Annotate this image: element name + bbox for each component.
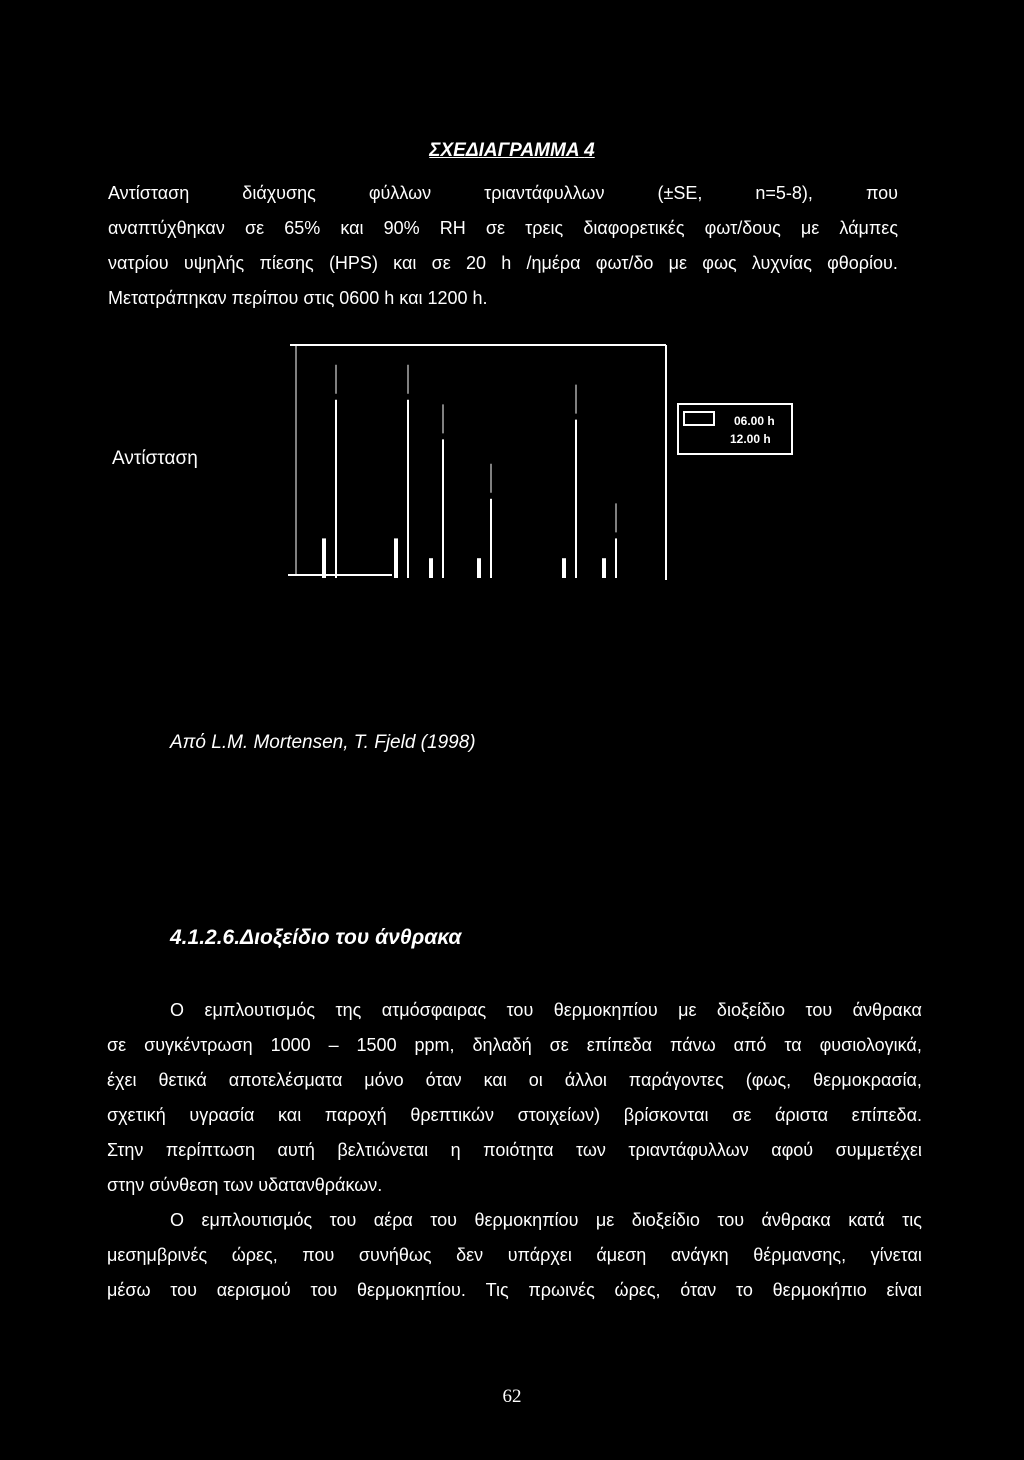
body-word: αφού [771,1140,814,1160]
body-word: του [310,1280,338,1300]
body-word: διοξείδιο [716,1000,786,1020]
body-word: θερμοκρασία, [813,1070,922,1090]
caption-word: διάχυσης [242,183,316,203]
body-word: επίπεδα [586,1035,653,1055]
caption-word: και [340,218,364,238]
paragraph-1-line-1 [107,993,922,1028]
caption-word: υψηλής [183,253,245,273]
body-word: περίπτωση [165,1140,256,1160]
bar-chart [0,0,1024,720]
body-word: του [805,1000,833,1020]
caption-word: 20 [465,253,486,273]
caption-word: διαφορετικές [583,218,685,238]
body-word: δηλαδή [472,1035,532,1055]
body-word: μέσω [107,1280,151,1300]
body-word: που [302,1245,335,1265]
body-word: εμπλουτισμός [201,1210,313,1230]
caption-word: σε [244,218,265,238]
body-word: συγκέντρωση [144,1035,253,1055]
body-word: Τις [485,1280,509,1300]
body-word: πρωινές [528,1280,595,1300]
body-word: το [736,1280,753,1300]
caption-word: με [800,218,820,238]
caption-word: RH [439,218,466,238]
caption-word: (±SE, [657,183,703,203]
body-word: τις [902,1210,922,1230]
body-word: θερμοκηπίου. [356,1280,466,1300]
figure-title-number: 4 [584,140,595,161]
figure-title-prefix: ΣΧΕΔΙΑΓΡΑΜΜΑ [429,140,579,161]
body-word: θερμοκηπίου [474,1210,579,1230]
section-body [107,993,922,1308]
body-word: κατά [848,1210,885,1230]
body-word: σε [107,1035,127,1055]
body-word: υπάρχει [507,1245,572,1265]
caption-word: τρεις [525,218,564,238]
body-word: άλλοι [564,1070,607,1090]
caption-word: σε [485,218,506,238]
body-word: ώρες, [614,1280,661,1300]
body-word: παράγοντες [628,1070,724,1090]
caption-word: και [393,253,417,273]
caption-word: (HPS) [328,253,378,273]
paragraph-1-line-2 [107,1028,922,1063]
caption-word: n=5-8), [755,183,813,203]
body-word: θέρμανσης, [753,1245,847,1265]
body-word: συνήθως [358,1245,432,1265]
paragraph-1-line-5 [107,1133,922,1168]
body-word: αερισμού [216,1280,291,1300]
body-word: Ο [170,1210,185,1230]
caption-word: Αντίσταση [108,183,190,203]
body-word: είναι [886,1280,922,1300]
body-word: ppm, [414,1035,455,1055]
page-number: 62 [502,1386,522,1407]
body-word: ανάγκη [670,1245,729,1265]
paragraph-2-line-2 [107,1238,922,1273]
body-word: της [335,1000,362,1020]
caption-word: φωτ/δο [595,253,654,273]
body-word: θετικά [158,1070,207,1090]
body-word: όταν [425,1070,462,1090]
caption-word: σε [431,253,451,273]
body-word: ώρες, [231,1245,278,1265]
caption-word: φως [702,253,737,273]
body-word: σε [549,1035,569,1055]
caption-word: που [865,183,898,203]
body-word: υγρασία [189,1105,255,1125]
bar-0600-3 [429,558,433,578]
body-word: συμμετέχει [835,1140,922,1160]
body-word: βρίσκονται [623,1105,709,1125]
body-word: παροχή [324,1105,387,1125]
body-word: μόνο [364,1070,404,1090]
caption-word: φύλλων [368,183,432,203]
caption-line-4: Μετατράπηκαν περίπου στις 0600 h και 1200 h. [108,288,488,308]
body-word: φυσιολογικά, [819,1035,922,1055]
caption-word: νατρίου [108,253,169,273]
body-word: σχετική [107,1105,166,1125]
body-word: τριαντάφυλλων [628,1140,749,1160]
body-word: σε [732,1105,752,1125]
body-word: αποτελέσματα [228,1070,343,1090]
body-word: του [329,1210,357,1230]
bar-0600-4 [477,558,481,578]
section-heading: 4.1.2.6.Διοξείδιο του άνθρακα [170,926,462,949]
body-word: θερμοκηπίου [553,1000,658,1020]
caption-word: φωτ/δους [704,218,781,238]
body-word: με [678,1000,697,1020]
legend-entry-1200: 12.00 h [730,432,771,446]
paragraph-1-line-4 [107,1098,922,1133]
body-word: Στην [107,1140,144,1160]
paragraph-2-line-1 [107,1203,922,1238]
body-word: – [328,1035,339,1055]
body-word: έχει [107,1070,137,1090]
body-word: Ο [170,1000,185,1020]
paragraph-1-line-6: στην σύνθεση των υδατανθράκων. [107,1175,383,1195]
bar-0600-1 [322,538,326,578]
caption-word: 65% [284,218,321,238]
body-word: θρεπτικών [410,1105,494,1125]
body-word: τα [784,1035,802,1055]
body-word: του [430,1210,458,1230]
body-word: του [506,1000,534,1020]
body-word: πάνω [670,1035,716,1055]
legend-entry-0600: 06.00 h [734,414,775,428]
body-word: άμεση [596,1245,647,1265]
body-word: θερμοκήπιο [772,1280,867,1300]
body-word: εμπλουτισμός [204,1000,316,1020]
body-word: του [170,1280,198,1300]
caption-word: λάμπες [839,218,898,238]
chart-y-axis-label: Αντίσταση [112,448,198,469]
body-word: των [575,1140,606,1160]
caption-word: λυχνίας [751,253,812,273]
body-word: δεν [456,1245,484,1265]
body-word: του [717,1210,745,1230]
bar-0600-2 [394,538,398,578]
paragraph-1-line-3 [107,1063,922,1098]
bar-0600-5 [562,558,566,578]
caption-word: h [501,253,512,273]
legend-swatch-0600 [684,412,714,425]
body-word: διοξείδιο [631,1210,700,1230]
caption-word: τριαντάφυλλων [484,183,605,203]
body-word: μεσημβρινές [107,1245,208,1265]
caption-word: με [668,253,688,273]
body-word: από [733,1035,767,1055]
body-word: και [278,1105,302,1125]
body-word: ατμόσφαιρας [381,1000,487,1020]
caption-word: /ημέρα [526,253,581,273]
caption-word: αναπτύχθηκαν [108,218,225,238]
body-word: οι [528,1070,543,1090]
body-word: η [450,1140,461,1160]
paragraph-2-line-3 [107,1273,922,1308]
body-word: με [595,1210,615,1230]
body-word: άνθρακα [852,1000,922,1020]
body-word: άριστα [775,1105,829,1125]
body-word: 1000 [270,1035,311,1055]
figure-source: Από L.M. Mortensen, T. Fjeld (1998) [170,732,476,753]
body-word: επίπεδα. [851,1105,922,1125]
caption-word: φθορίου. [827,253,898,273]
body-word: ποιότητα [483,1140,554,1160]
bar-0600-6 [602,558,606,578]
body-word: αέρα [373,1210,413,1230]
body-word: βελτιώνεται [337,1140,429,1160]
body-word: 1500 [356,1035,397,1055]
body-word: γίνεται [870,1245,922,1265]
body-word: αυτή [277,1140,315,1160]
body-word: (φως, [745,1070,792,1090]
body-word: άνθρακα [761,1210,831,1230]
body-word: στοιχείων) [517,1105,601,1125]
chart-legend [678,404,792,454]
body-word: όταν [680,1280,717,1300]
body-word: και [483,1070,507,1090]
caption-word: 90% [383,218,420,238]
caption-word: πίεσης [259,253,314,273]
